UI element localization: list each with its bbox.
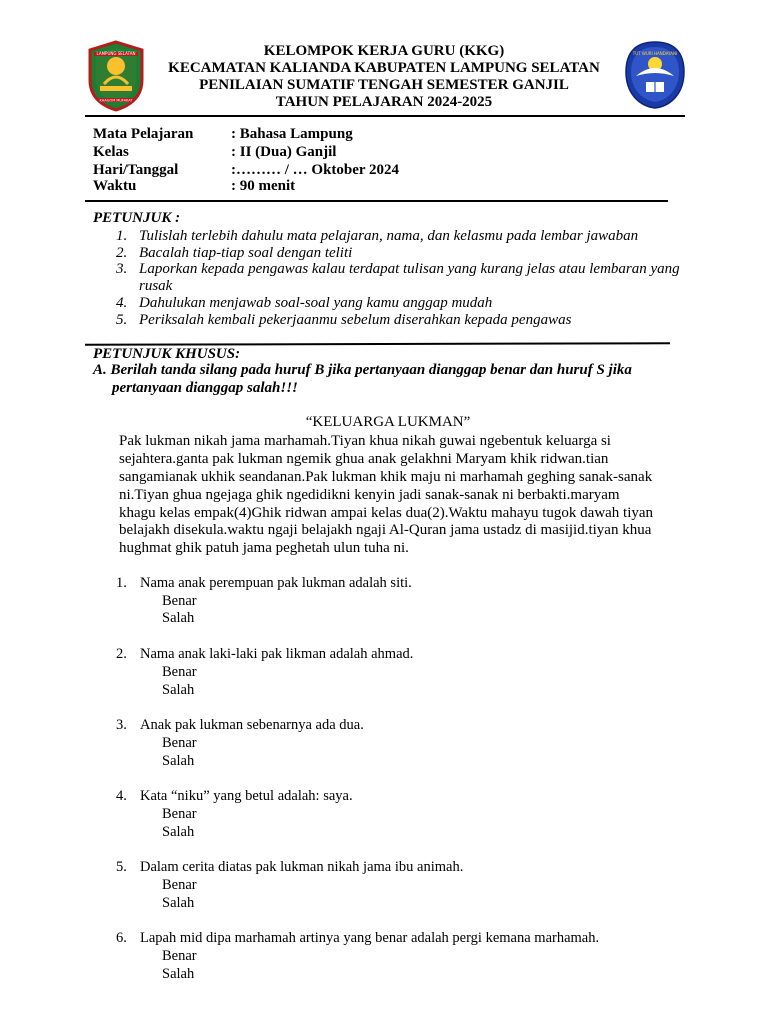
option-salah[interactable]: Salah — [162, 682, 195, 698]
question-item — [116, 646, 413, 663]
story-line: belajakh disekula.waktu ngaji belajakh ngaji Al-Quran jama ustadz di masijid.tiyan khua — [119, 522, 652, 538]
question-number: 1. — [116, 575, 127, 591]
story-line: sejahtera.ganta pak lukman ngemik ghua anak gelakhni Maryam khik ridwan.tian — [119, 451, 609, 467]
story-line: ni.Tiyan ghua ngejaga ghik ngedidikni kenyin jadi sanak-sanak ni berbakti.maryam — [119, 487, 620, 503]
question-item — [116, 788, 353, 805]
special-instructions-title: PETUNJUK KHUSUS: — [93, 346, 241, 362]
question-number: 4. — [116, 788, 127, 804]
header-line-3: PENILAIAN SUMATIF TENGAH SEMESTER GANJIL — [199, 77, 569, 93]
instruction-item — [116, 228, 639, 245]
instruction-item — [116, 312, 572, 329]
instruction-item — [116, 295, 493, 312]
instruction-text: Laporkan kepada pengawas kalau terdapat tulisan yang kurang jelas atau lembaran yang rusak — [139, 261, 680, 294]
instruction-text: Dahulukan menjawab soal-soal yang kamu anggap mudah — [139, 295, 493, 311]
instruction-number: 3. — [116, 261, 128, 277]
instruction-number: 4. — [116, 295, 128, 311]
option-benar[interactable]: Benar — [162, 806, 197, 822]
question-number: 3. — [116, 717, 127, 733]
special-instructions-line-2: pertanyaan dianggap salah!!! — [112, 380, 298, 396]
instruction-text: Tulislah terlebih dahulu mata pelajaran, nama, dan kelasmu pada lembar jawaban — [139, 228, 639, 244]
story-title: “KELUARGA LUKMAN” — [305, 414, 471, 430]
question-text: Lapah mid dipa marhamah artinya yang benar adalah pergi kemana marhamah. — [140, 930, 600, 946]
question-item — [116, 717, 364, 734]
instructions-title: PETUNJUK : — [93, 210, 181, 226]
option-salah[interactable]: Salah — [162, 824, 195, 840]
option-salah[interactable]: Salah — [162, 895, 195, 911]
instruction-item — [116, 245, 353, 262]
story-line: Pak lukman nikah jama marhamah.Tiyan khua nikah guwai ngebentuk keluarga si — [119, 433, 611, 449]
option-benar[interactable]: Benar — [162, 664, 197, 680]
right-logo-text: TUT WURI HANDAYANI — [632, 51, 678, 56]
question-item — [116, 930, 599, 947]
option-salah[interactable]: Salah — [162, 966, 195, 982]
header-line-1: KELOMPOK KERJA GURU (KKG) — [263, 43, 505, 59]
question-item — [116, 859, 463, 876]
question-number: 6. — [116, 930, 127, 946]
header-divider — [85, 115, 685, 117]
instruction-item — [116, 261, 680, 294]
question-number: 2. — [116, 646, 127, 662]
option-benar[interactable]: Benar — [162, 948, 197, 964]
info-label-time: Waktu — [93, 178, 137, 194]
info-divider — [85, 200, 668, 202]
story-line: khagu kelas empak(4)Ghik ridwan ampai kelas dua(2).Waktu mahayu tugok dawah tiyan — [119, 505, 654, 521]
option-benar[interactable]: Benar — [162, 735, 197, 751]
instruction-number: 2. — [116, 245, 128, 261]
question-item — [116, 575, 412, 592]
lampung-selatan-logo — [86, 40, 146, 112]
option-salah[interactable]: Salah — [162, 610, 195, 626]
tut-wuri-handayani-logo — [624, 40, 686, 110]
option-salah[interactable]: Salah — [162, 753, 195, 769]
header-line-4: TAHUN PELAJARAN 2024-2025 — [275, 94, 493, 110]
info-label-date: Hari/Tanggal — [93, 162, 179, 178]
info-value-subject: : Bahasa Lampung — [231, 126, 353, 142]
header-line-2: KECAMATAN KALIANDA KABUPATEN LAMPUNG SELATAN — [168, 60, 600, 76]
info-value-time: : 90 menit — [231, 178, 296, 194]
question-text: Dalam cerita diatas pak lukman nikah jama ibu animah. — [140, 859, 464, 875]
option-benar[interactable]: Benar — [162, 593, 197, 609]
instruction-number: 5. — [116, 312, 128, 328]
question-text: Anak pak lukman sebenarnya ada dua. — [140, 717, 364, 733]
left-logo-bottom-text: KHAGOM MUFAKAT — [99, 98, 133, 103]
story-line: sangamianak ukhik seandanan.Pak lukman khik maju ni marhamah geghing sanak-sanak — [119, 469, 653, 485]
info-value-date: :……… / … Oktober 2024 — [231, 162, 400, 178]
option-benar[interactable]: Benar — [162, 877, 197, 893]
info-label-class: Kelas — [93, 144, 129, 160]
instruction-text: Bacalah tiap-tiap soal dengan teliti — [139, 245, 353, 261]
info-label-subject: Mata Pelajaran — [93, 126, 194, 142]
story-line: hughmat ghik patuh jama peghetah ulun tuha ni. — [119, 540, 409, 556]
question-number: 5. — [116, 859, 127, 875]
instruction-number: 1. — [116, 228, 128, 244]
question-text: Kata “niku” yang betul adalah: saya. — [140, 788, 353, 804]
info-value-class: : II (Dua) Ganjil — [231, 144, 337, 160]
question-text: Nama anak perempuan pak lukman adalah siti. — [140, 575, 412, 591]
left-logo-top-text: LAMPUNG SELATAN — [96, 51, 136, 56]
instruction-text: Periksalah kembali pekerjaanmu sebelum diserahkan kepada pengawas — [139, 312, 572, 328]
special-instructions-line-1: A. Berilah tanda silang pada huruf B jika pertanyaan dianggap benar dan huruf S jika — [93, 362, 632, 378]
question-text: Nama anak laki-laki pak likman adalah ahmad. — [140, 646, 414, 662]
